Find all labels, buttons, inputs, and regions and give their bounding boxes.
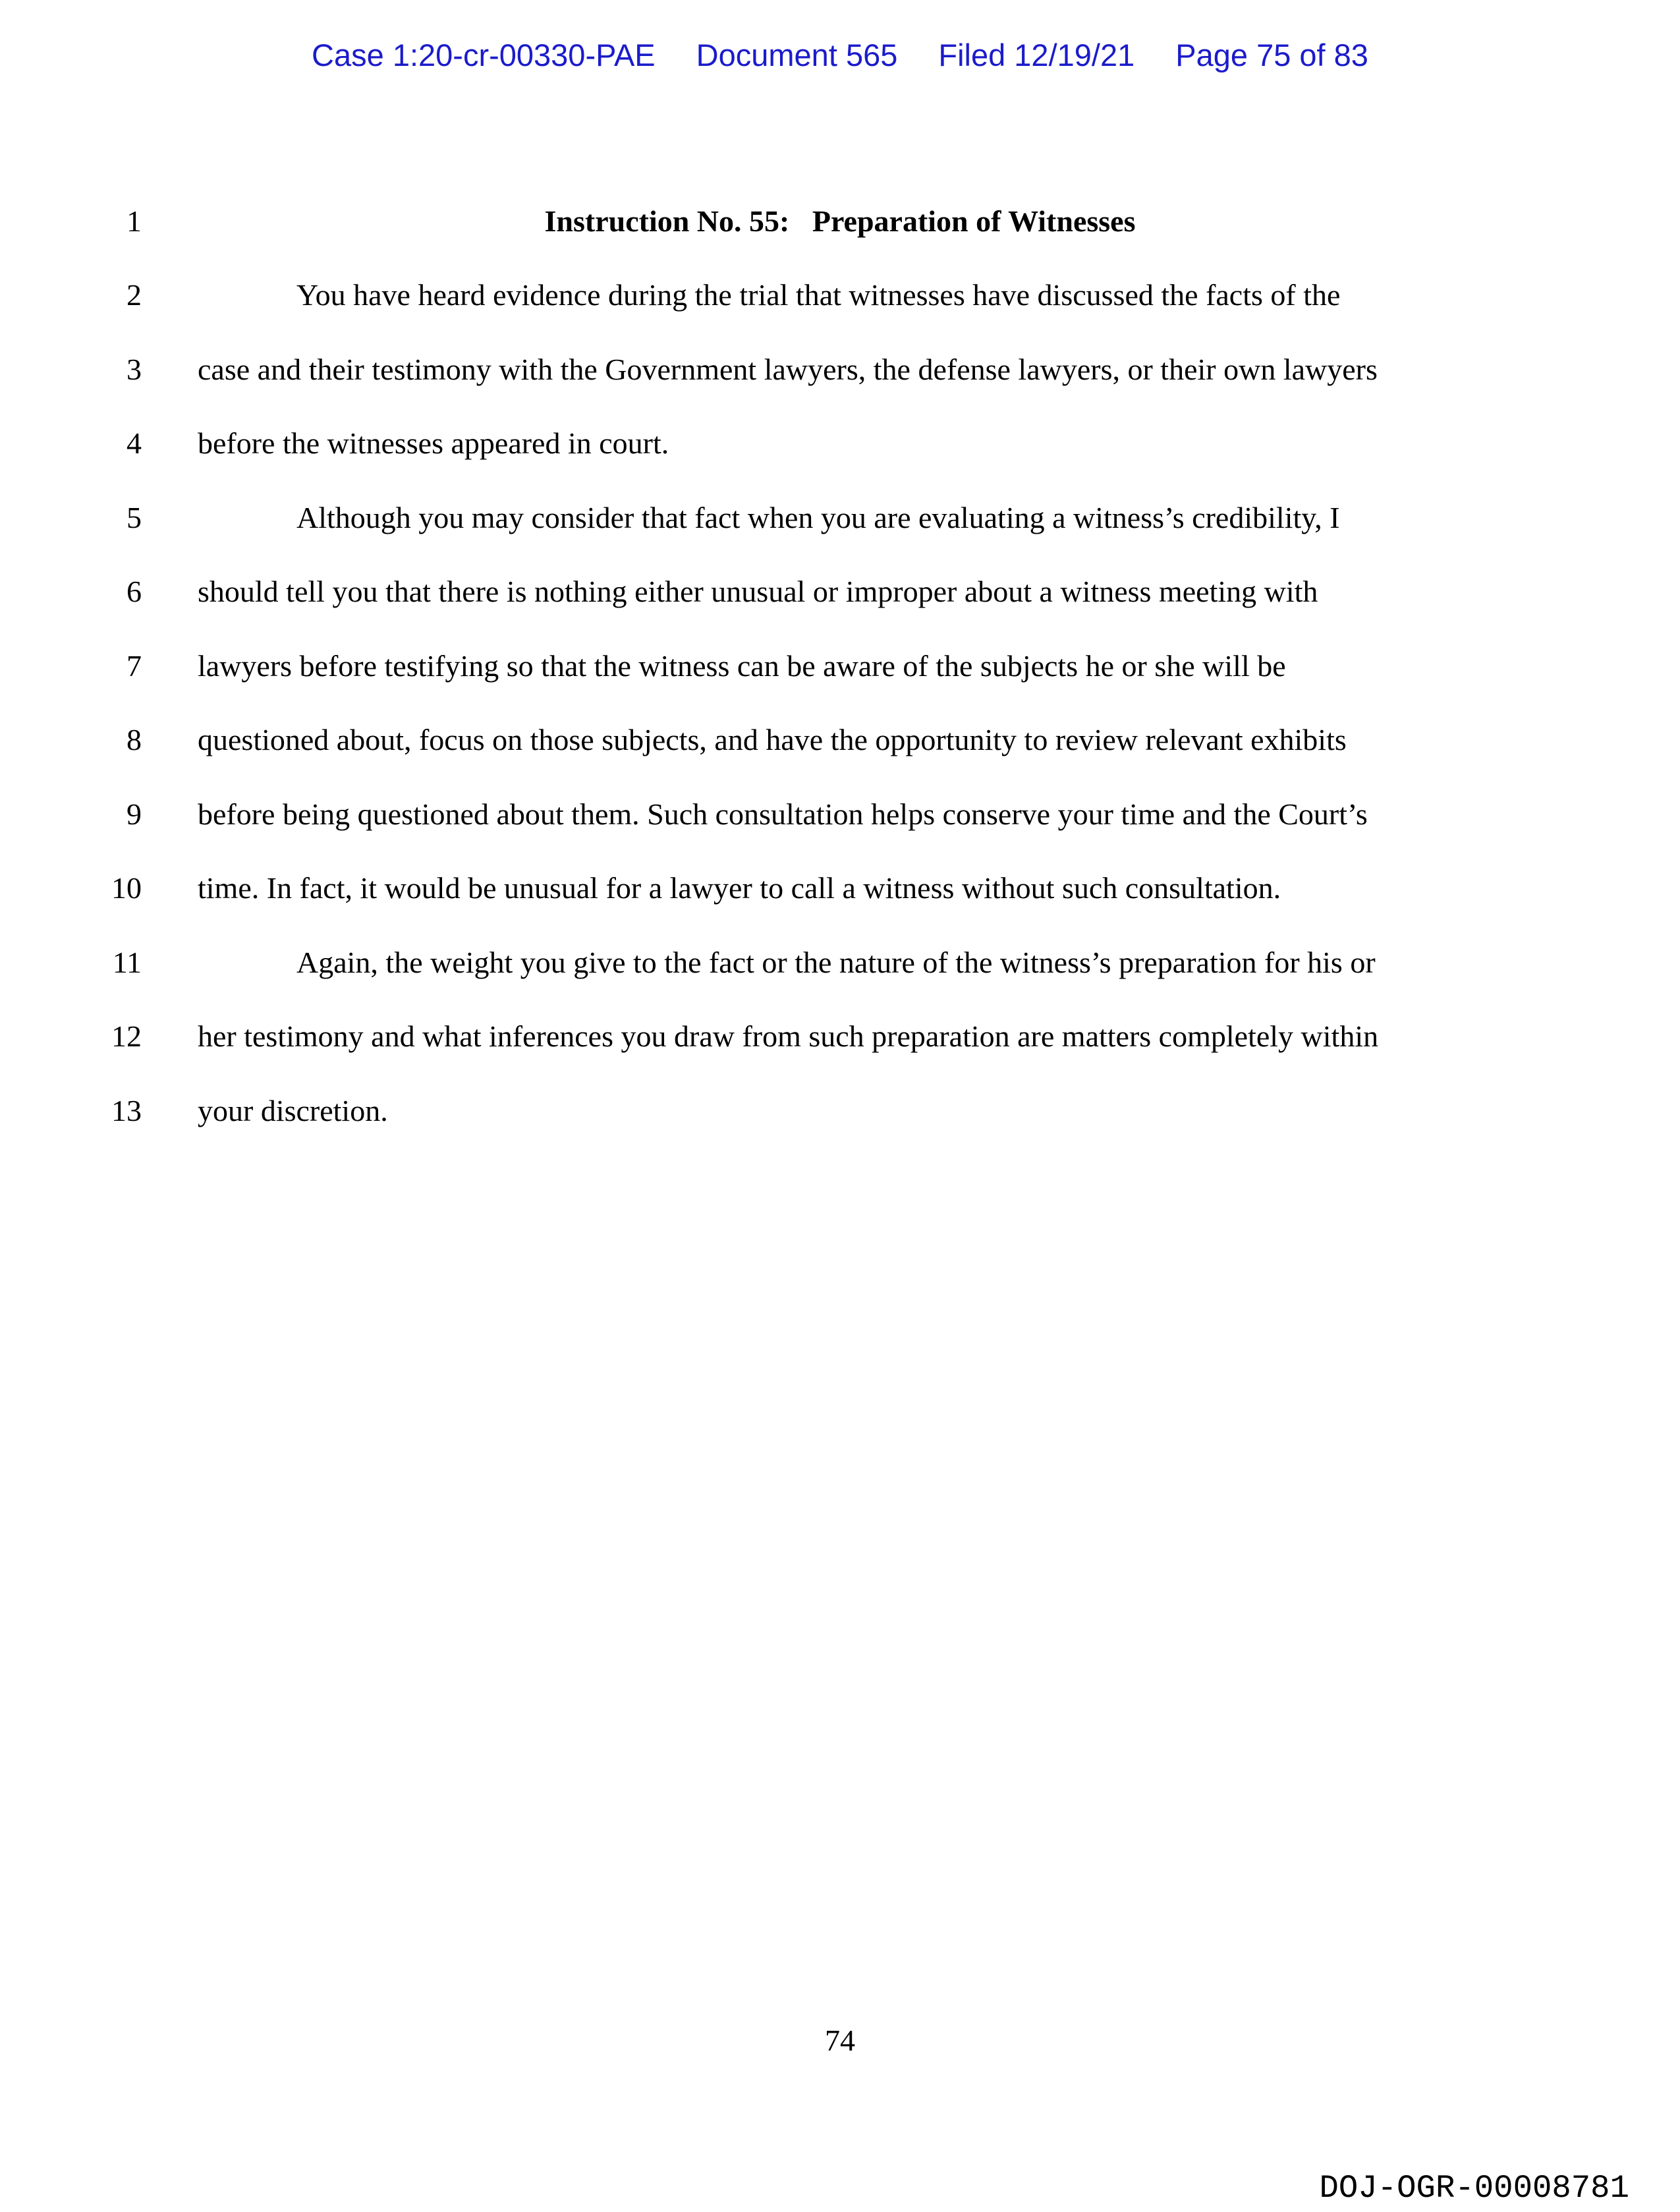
line-number: 4 bbox=[126, 426, 142, 461]
line-number: 11 bbox=[112, 945, 142, 979]
line-number: 6 bbox=[126, 575, 142, 609]
header-filed-date: Filed 12/19/21 bbox=[938, 38, 1135, 72]
header-case-number: Case 1:20-cr-00330-PAE bbox=[312, 38, 656, 72]
line-number: 7 bbox=[126, 648, 142, 683]
body-text-line: time. In fact, it would be unusual for a lawyer to call a witness without such consultation. bbox=[198, 871, 1281, 905]
line-row bbox=[0, 407, 1680, 481]
header-page-indicator: Page 75 of 83 bbox=[1175, 38, 1368, 72]
line-number: 9 bbox=[126, 797, 142, 831]
page-number: 74 bbox=[825, 2024, 855, 2057]
line-row bbox=[0, 851, 1680, 926]
bates-number: DOJ-OGR-00008781 bbox=[1319, 2170, 1629, 2207]
body-text-line: before the witnesses appeared in court. bbox=[198, 426, 669, 461]
instruction-title: Instruction No. 55: Preparation of Witnesses bbox=[544, 204, 1136, 238]
line-row bbox=[0, 480, 1680, 555]
line-row bbox=[0, 332, 1680, 407]
body-text-line: Although you may consider that fact when you are evaluating a witness’s credibility, I bbox=[296, 500, 1340, 534]
body-text-line: her testimony and what inferences you draw from such preparation are matters completely within bbox=[198, 1019, 1379, 1054]
body-text-line: should tell you that there is nothing either unusual or improper about a witness meeting with bbox=[198, 575, 1318, 609]
line-number: 8 bbox=[126, 723, 142, 757]
line-row bbox=[0, 1000, 1680, 1074]
line-row bbox=[0, 629, 1680, 703]
case-header bbox=[0, 37, 1680, 73]
body-text-line: questioned about, focus on those subjects, and have the opportunity to review relevant exhibits bbox=[198, 723, 1347, 757]
body-text-line: You have heard evidence during the trial that witnesses have discussed the facts of the bbox=[296, 278, 1341, 312]
body-text-line: lawyers before testifying so that the witness can be aware of the subjects he or she will be bbox=[198, 648, 1286, 683]
line-number: 13 bbox=[111, 1093, 142, 1127]
body-text-line: before being questioned about them. Such consultation helps conserve your time and the Court’s bbox=[198, 797, 1368, 831]
line-number: 10 bbox=[111, 871, 142, 905]
body-text-line: Again, the weight you give to the fact or the nature of the witness’s preparation for his or bbox=[296, 945, 1376, 979]
line-number: 12 bbox=[111, 1019, 142, 1054]
line-row bbox=[0, 777, 1680, 851]
line-row bbox=[0, 1073, 1680, 1148]
body-text-line: your discretion. bbox=[198, 1093, 388, 1127]
line-row bbox=[0, 555, 1680, 629]
header-document-number: Document 565 bbox=[696, 38, 898, 72]
line-number: 1 bbox=[126, 204, 142, 238]
line-number: 3 bbox=[126, 352, 142, 386]
line-row bbox=[0, 184, 1680, 258]
line-row bbox=[0, 925, 1680, 1000]
line-number: 2 bbox=[126, 278, 142, 312]
body-text-line: case and their testimony with the Government lawyers, the defense lawyers, or their own lawyers bbox=[198, 352, 1378, 386]
line-row bbox=[0, 703, 1680, 778]
instruction-body bbox=[0, 184, 1680, 1148]
line-row bbox=[0, 258, 1680, 333]
line-number: 5 bbox=[126, 500, 142, 534]
